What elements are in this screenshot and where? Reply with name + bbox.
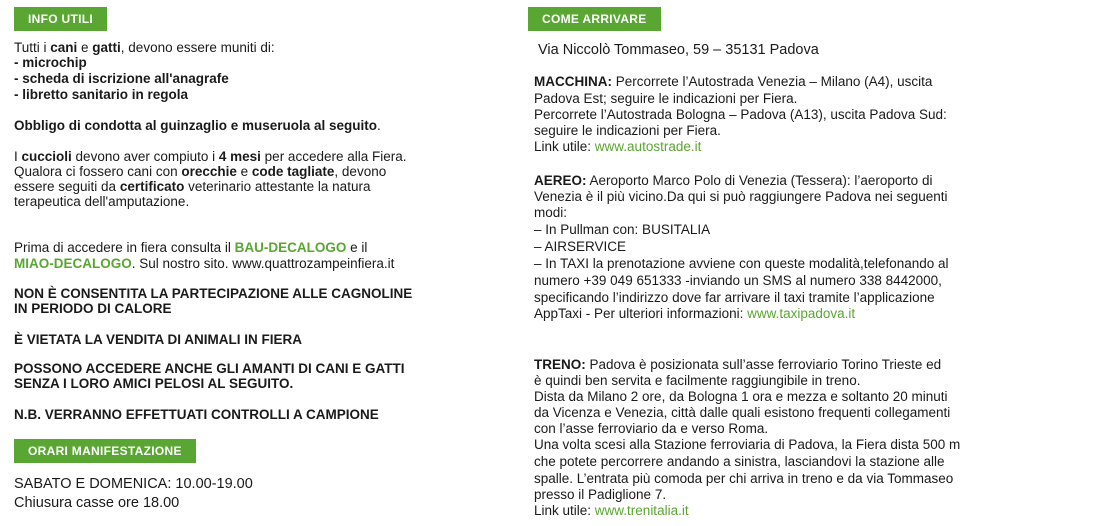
amputation-line-2: essere seguiti da certificato veterinario attestante la natura xyxy=(14,179,371,194)
car-line-2: Padova Est; seguire le indicazioni per Fiera. xyxy=(534,91,798,106)
decalogo-line-1: Prima di accedere in fiera consulta il BAU-DECALOGO e il xyxy=(14,240,368,255)
air-line-1: AEREO: Aeroporto Marco Polo di Venezia (Tessera): l’aeroporto di xyxy=(534,173,933,188)
leash-rule: Obbligo di condotta al guinzaglio e museruola al seguito. xyxy=(14,118,381,133)
air-line-7: numero +39 049 651333 -inviando un SMS al numero 338 8442000, xyxy=(534,273,942,288)
come-arrivare-header: COME ARRIVARE xyxy=(528,7,661,31)
autostrade-link[interactable]: www.autostrade.it xyxy=(594,139,702,154)
train-line-1: TRENO: Padova è posizionata sull’asse ferroviario Torino Trieste ed xyxy=(534,357,942,372)
car-line-1: MACCHINA: Percorrete l’Autostrada Venezia – Milano (A4), uscita xyxy=(534,74,933,89)
warning-amanti-2: SENZA I LORO AMICI PELOSI AL SEGUITO. xyxy=(14,376,294,391)
trenitalia-link[interactable]: www.trenitalia.it xyxy=(594,503,689,518)
air-line-5: – AIRSERVICE xyxy=(534,239,627,254)
train-line-6: Una volta scesi alla Stazione ferroviaria di Padova, la Fiera dista 500 m xyxy=(534,437,961,452)
train-link-line: Link utile: www.trenitalia.it xyxy=(534,503,689,518)
train-line-5: con l’asse ferroviario da e verso Roma. xyxy=(534,421,769,436)
orari-header: ORARI MANIFESTAZIONE xyxy=(14,439,196,463)
orari-weekend: SABATO E DOMENICA: 10.00-19.00 xyxy=(14,476,253,492)
address: Via Niccolò Tommaseo, 59 – 35131 Padova xyxy=(538,42,819,58)
orari-chiusura: Chiusura casse ore 18.00 xyxy=(14,495,180,511)
train-line-7: che potete percorrere andando a sinistra, lasciandovi la stazione alle xyxy=(534,454,945,469)
car-link-line: Link utile: www.autostrade.it xyxy=(534,139,702,154)
intro-line: Tutti i cani e gatti, devono essere muniti di: xyxy=(14,40,275,55)
requirement-libretto: - libretto sanitario in regola xyxy=(14,87,189,102)
air-line-4: – In Pullman con: BUSITALIA xyxy=(534,222,711,237)
warning-cagnoline-2: IN PERIODO DI CALORE xyxy=(14,301,172,316)
train-line-2: è quindi ben servita e facilmente raggiungibile in treno. xyxy=(534,373,861,388)
car-line-4: seguire le indicazioni per Fiera. xyxy=(534,123,721,138)
info-utili-header: INFO UTILI xyxy=(14,7,107,31)
bau-decalogo-link[interactable]: BAU-DECALOGO xyxy=(234,240,347,255)
decalogo-line-2: MIAO-DECALOGO. Sul nostro sito. www.quattrozampeinfiera.it xyxy=(14,256,395,271)
puppies-line: I cuccioli devono aver compiuto i 4 mesi per accedere alla Fiera. xyxy=(14,149,407,164)
train-line-3: Dista da Milano 2 ore, da Bologna 1 ora e mezza e soltanto 20 minuti xyxy=(534,389,948,404)
amputation-line-3: terapeutica dell'amputazione. xyxy=(14,194,190,209)
warning-cagnoline-1: NON È CONSENTITA LA PARTECIPAZIONE ALLE CAGNOLINE xyxy=(14,286,413,301)
requirement-microchip: - microchip xyxy=(14,55,87,70)
air-line-6: – In TAXI la prenotazione avviene con queste modalità,telefonando al xyxy=(534,256,949,271)
warning-vendita: È VIETATA LA VENDITA DI ANIMALI IN FIERA xyxy=(14,332,302,347)
train-line-8: spalle. L’entrata più comoda per chi arriva in treno e da via Tommaseo xyxy=(534,471,954,486)
air-line-3: modi: xyxy=(534,205,568,220)
train-line-4: da Vicenza e Venezia, città dalle quali esistono frequenti collegamenti xyxy=(534,405,951,420)
car-line-3: Percorrete l’Autostrada Bologna – Padova (A13), uscita Padova Sud: xyxy=(534,107,947,122)
amputation-line-1: Qualora ci fossero cani con orecchie e code tagliate, devono xyxy=(14,164,387,179)
warning-amanti-1: POSSONO ACCEDERE ANCHE GLI AMANTI DI CANI E GATTI xyxy=(14,361,405,376)
train-line-9: presso il Padiglione 7. xyxy=(534,487,667,502)
air-line-9: AppTaxi - Per ulteriori informazioni: www.taxipadova.it xyxy=(534,306,856,321)
air-line-8: specificando l’indirizzo dove far arrivare il taxi tramite l’applicazione xyxy=(534,290,935,305)
miao-decalogo-link[interactable]: MIAO-DECALOGO xyxy=(14,256,132,271)
air-line-2: Venezia è il più vicino.Da qui si può raggiungere Padova nei seguenti xyxy=(534,189,948,204)
requirement-scheda: - scheda di iscrizione all'anagrafe xyxy=(14,71,229,86)
warning-controlli: N.B. VERRANNO EFFETTUATI CONTROLLI A CAMPIONE xyxy=(14,407,379,422)
taxipadova-link[interactable]: www.taxipadova.it xyxy=(747,306,856,321)
